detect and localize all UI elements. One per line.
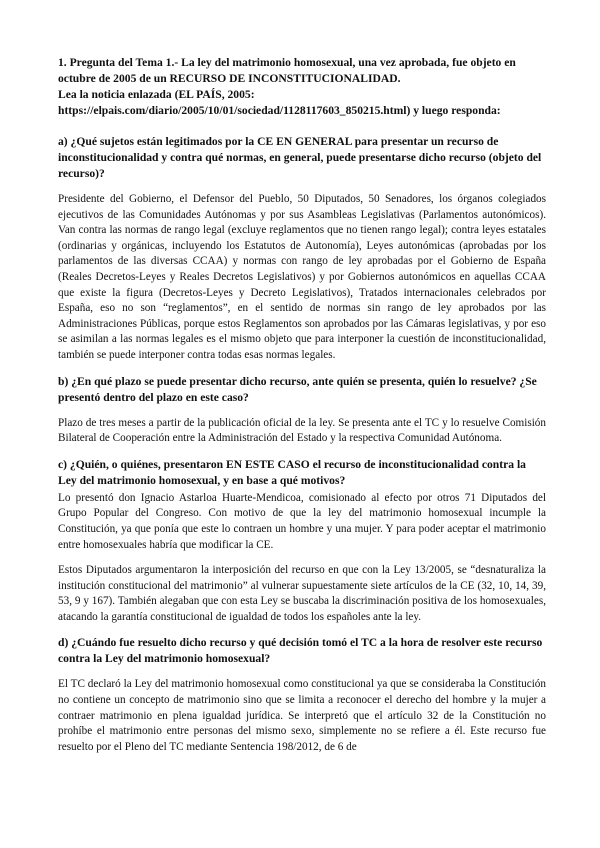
- answer-c-paragraph-1: Lo presentó don Ignacio Astarloa Huarte-Mendicoa, comisionado al efecto por otros 71 Diputados del Grupo Popular del Congreso. Con motivo de que la ley del matrimonio homosexual incumple la Constitución, ya que ponía que este lo contraen un hombre y una mujer. Y para poder aceptar el matrimonio entre homosexuales habría que modificar la CE.: [58, 491, 546, 551]
- header-link-line[interactable]: https://elpais.com/diario/2005/10/01/sociedad/1128117603_850215.html) y luego responda:: [58, 104, 501, 117]
- document-page: [58, 55, 546, 765]
- answer-a: Presidente del Gobierno, el Defensor del Pueblo, 50 Diputados, 50 Senadores, los órganos colegiados ejecutivos de las Comunidades Autónomas y por sus Asambleas Legislativas (Parlamentos autonómicos). Van contra las normas de rango legal (excluye reglamentos que no tienen rango legal); contra leyes estatales (ordinarias y orgánicas, incluyendo los Estatutos de Autonomía), Leyes autonómicas (aprobadas por los parlamentos de las diversas CCAA) y normas con rango de ley aprobadas por el Gobierno de España (Reales Decretos-Leyes y Reales Decretos Legislativos) y por Gobiernos autonómicos en aquellas CCAA que existe la figura (Decretos-Leyes y Decreto Legislativos), Tratados internacionales celebrados por España, eso no son “reglamentos”, en el sentido de normas sin rango de ley aprobados por las Administraciones Públicas, porque estos Reglamentos son aprobados por las Cámaras legislativas, y por eso se asimilan a las normas legales es el mismo objeto que para interponer la cuestión de inconstitucionalidad, también se puede interponer contra todas esas normas legales.: [58, 193, 546, 361]
- question-a: a) ¿Qué sujetos están legitimados por la CE EN GENERAL para presentar un recurso de inconstitucionalidad y contra qué normas, en general, puede presentarse dicho recurso (objeto del recurso)?: [58, 135, 542, 180]
- answer-c-paragraph-2: Estos Diputados argumentaron la interposición del recurso en que con la Ley 13/2005, se “desnaturaliza la institución constitucional del matrimonio” al vulnerar supuestamente siete artículos de la CE (32, 10, 14, 39, 53, 9 y 167). También alegaban que con esta Ley se buscaba la discriminación positiva de los homosexuales, atacando la garantía constitucional de igualdad de todos los españoles ante la ley.: [58, 564, 546, 623]
- header-line-3: Lea la noticia enlazada (EL PAÍS, 2005:: [58, 88, 255, 101]
- header-line-2: octubre de 2005 de un RECURSO DE INCONSTITUCIONALIDAD.: [58, 72, 401, 85]
- header-line-1: 1. Pregunta del Tema 1.- La ley del matrimonio homosexual, una vez aprobada, fue objeto en: [58, 56, 516, 69]
- answer-b: Plazo de tres meses a partir de la publicación oficial de la ley. Se presenta ante el TC y lo resuelve Comisión Bilateral de Cooperación entre la Administración del Estado y la respectiva Comunidad Autónoma.: [58, 416, 546, 445]
- question-b: b) ¿En qué plazo se puede presentar dicho recurso, ante quién se presenta, quién lo resuelve? ¿Se presentó dentro del plazo en este caso?: [58, 374, 537, 404]
- question-header: [58, 55, 546, 119]
- answer-d: El TC declaró la Ley del matrimonio homosexual como constitucional ya que se consideraba la Constitución no contiene un concepto de matrimonio sino que se limita a reconocer el derecho del hombre y la mujer a contraer matrimonio en plena igualdad jurídica. Se interpretó que el artículo 32 de la Constitución no prohíbe el matrimonio entre personas del mismo sexo, simplemente no se refiere a él. Este recurso fue resuelto por el Pleno del TC mediante Sentencia 198/2012, de 6 de: [58, 678, 546, 753]
- question-d: d) ¿Cuándo fue resuelto dicho recurso y qué decisión tomó el TC a la hora de resolver este recurso contra la Ley del matrimonio homosexual?: [58, 636, 543, 666]
- question-c: c) ¿Quién, o quiénes, presentaron EN ESTE CASO el recurso de inconstitucionalidad contra la Ley del matrimonio homosexual, y en base a qué motivos?: [58, 457, 526, 487]
